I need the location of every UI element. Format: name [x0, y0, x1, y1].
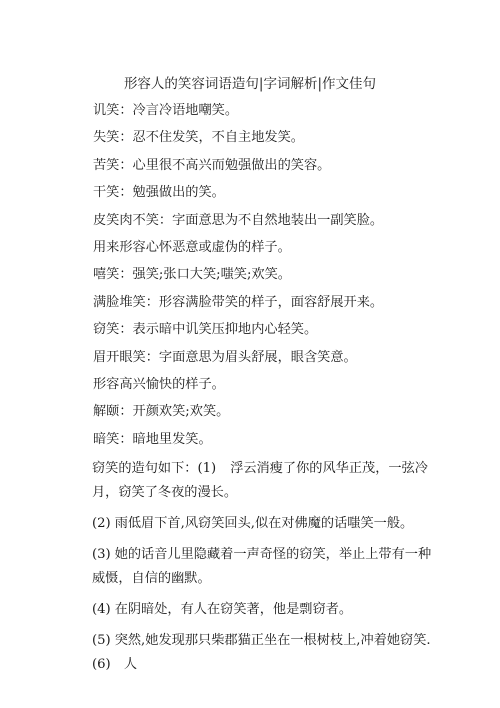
example-text: 雨低眉下首,风窃笑回头,似在对佛魔的话嗤笑一般。 — [114, 516, 414, 532]
entry-line: 形容高兴愉快的样子。 — [93, 376, 225, 392]
example-number: (4) — [92, 602, 111, 618]
document-title: 形容人的笑容词语造句|字词解析|作文佳句 — [123, 76, 377, 92]
example-number: (2) — [92, 516, 111, 532]
examples-intro: 窃笑的造句如下： — [92, 461, 198, 477]
example-paragraph-4 — [92, 598, 440, 622]
entry-line: 失笑：忍不住发笑，不自主地发笑。 — [93, 130, 304, 146]
entry-line: 暗笑：暗地里发笑。 — [93, 431, 212, 447]
example-number: (5) — [92, 633, 111, 649]
entry-line: 眉开眼笑：字面意思为眉头舒展，眼含笑意。 — [93, 349, 357, 365]
example-paragraph-5 — [92, 629, 440, 677]
example-paragraph-3 — [92, 543, 440, 591]
entry-line: 嘻笑：强笑;张口大笑;嗤笑;欢笑。 — [93, 267, 291, 283]
entry-line: 满脸堆笑：形容满脸带笑的样子，面容舒展开来。 — [93, 294, 384, 310]
entry-line: 窃笑：表示暗中讥笑压抑地内心轻笑。 — [93, 322, 318, 338]
example-paragraph-1 — [92, 457, 440, 505]
example-number: (1) — [197, 461, 217, 477]
example-number: (3) — [92, 547, 111, 563]
example-paragraph-2 — [92, 512, 440, 536]
entry-line: 用来形容心怀恶意或虚伪的样子。 — [93, 239, 291, 255]
example-text: 在阴暗处，有人在窃笑著，他是剽窃者。 — [114, 602, 353, 618]
entry-line: 解颐：开颜欢笑;欢笑。 — [93, 404, 230, 420]
entry-line: 苦笑：心里很不高兴而勉强做出的笑容。 — [93, 157, 331, 173]
example-text: 突然,她发现那只柴郡猫正坐在一根树枝上,冲着她窃笑.(6) 人 — [92, 633, 431, 673]
entry-line: 皮笑肉不笑：字面意思为不自然地装出一副笑脸。 — [93, 212, 384, 228]
entry-line: 干笑：勉强做出的笑。 — [93, 185, 225, 201]
example-text: 她的话音儿里隐藏着一声奇怪的窃笑，举止上带有一种威慑，自信的幽默。 — [92, 547, 432, 587]
example-text: 浮云消瘦了你的风华正茂，一弦冷月，窃笑了冬夜的漫长。 — [92, 461, 428, 501]
entry-line: 讥笑：冷言冷语地嘲笑。 — [93, 103, 239, 118]
